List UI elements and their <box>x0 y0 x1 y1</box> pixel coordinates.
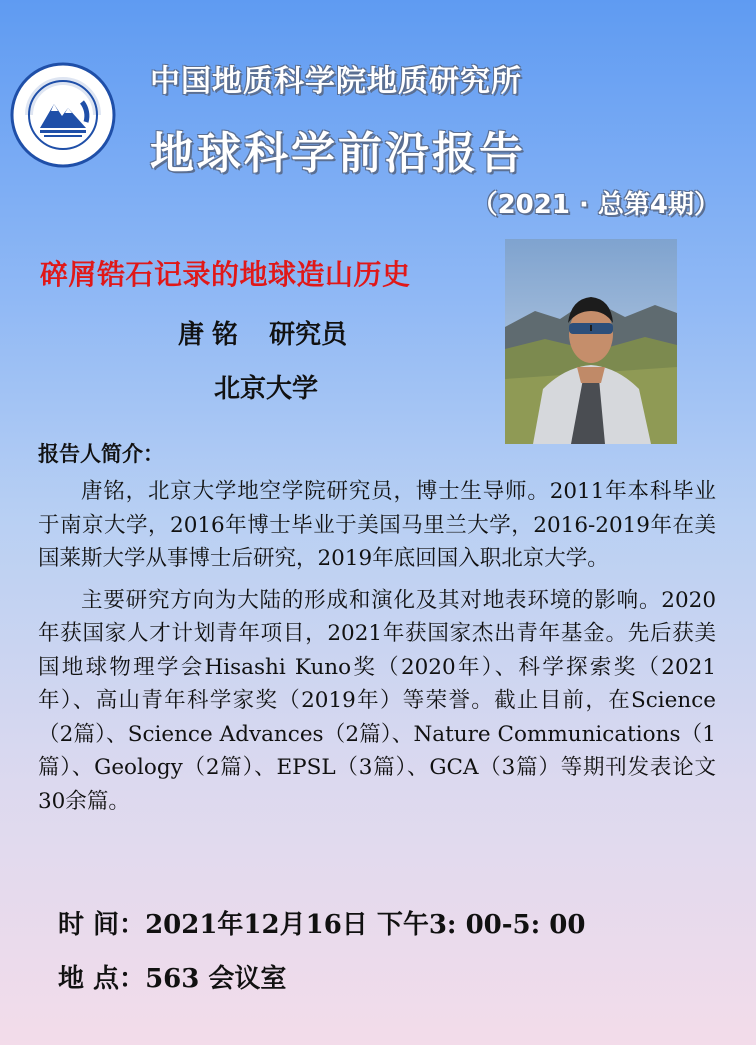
bio-paragraph: 主要研究方向为大陆的形成和演化及其对地表环境的影响。2020年获国家人才计划青年项目，2021年获国家杰出青年基金。先后获美国地球物理学会Hisashi Kuno奖（2020年）、科学探索奖（2021年）、高山青年科学家奖（2019年）等荣誉。截止目前，在Science（2篇）、Science Advances（2篇）、Nature Communications（1篇）、Geology（2篇）、EPSL（3篇）、GCA（3篇）等期刊发表论文30余篇。 <box>38 587 716 814</box>
mountain-emblem-icon <box>10 62 116 168</box>
speaker-portrait-image <box>505 239 677 444</box>
time-value: 2021年12月16日 下午3: 00-5: 00 <box>145 910 586 940</box>
time-label: 时 间： <box>58 910 146 940</box>
institute-logo <box>10 62 116 168</box>
speaker-title: 研究员 <box>269 320 348 350</box>
speaker-photo <box>505 239 677 444</box>
speaker-name: 唐铭 <box>178 320 247 350</box>
speaker-affiliation: 北京大学 <box>214 374 319 404</box>
talk-time <box>58 904 585 941</box>
place-label: 地 点： <box>58 964 146 994</box>
institute-name: 中国地质科学院地质研究所 <box>150 64 522 99</box>
speaker-line <box>178 314 347 351</box>
talk-location <box>58 958 286 995</box>
bio-heading: 报告人简介： <box>38 442 164 466</box>
bio-paragraph: 唐铭，北京大学地空学院研究员，博士生导师。2011年本科毕业于南京大学，2016年博士毕业于美国马里兰大学，2016-2019年在美国莱斯大学从事博士后研究，2019年底回国入职北京大学。 <box>38 479 716 571</box>
issue-label: （2021 · 总第4期） <box>471 190 720 220</box>
bio-body <box>38 475 716 826</box>
series-title: 地球科学前沿报告 <box>150 128 526 179</box>
place-value: 563 会议室 <box>145 964 287 994</box>
talk-title: 碎屑锆石记录的地球造山历史 <box>40 258 411 291</box>
